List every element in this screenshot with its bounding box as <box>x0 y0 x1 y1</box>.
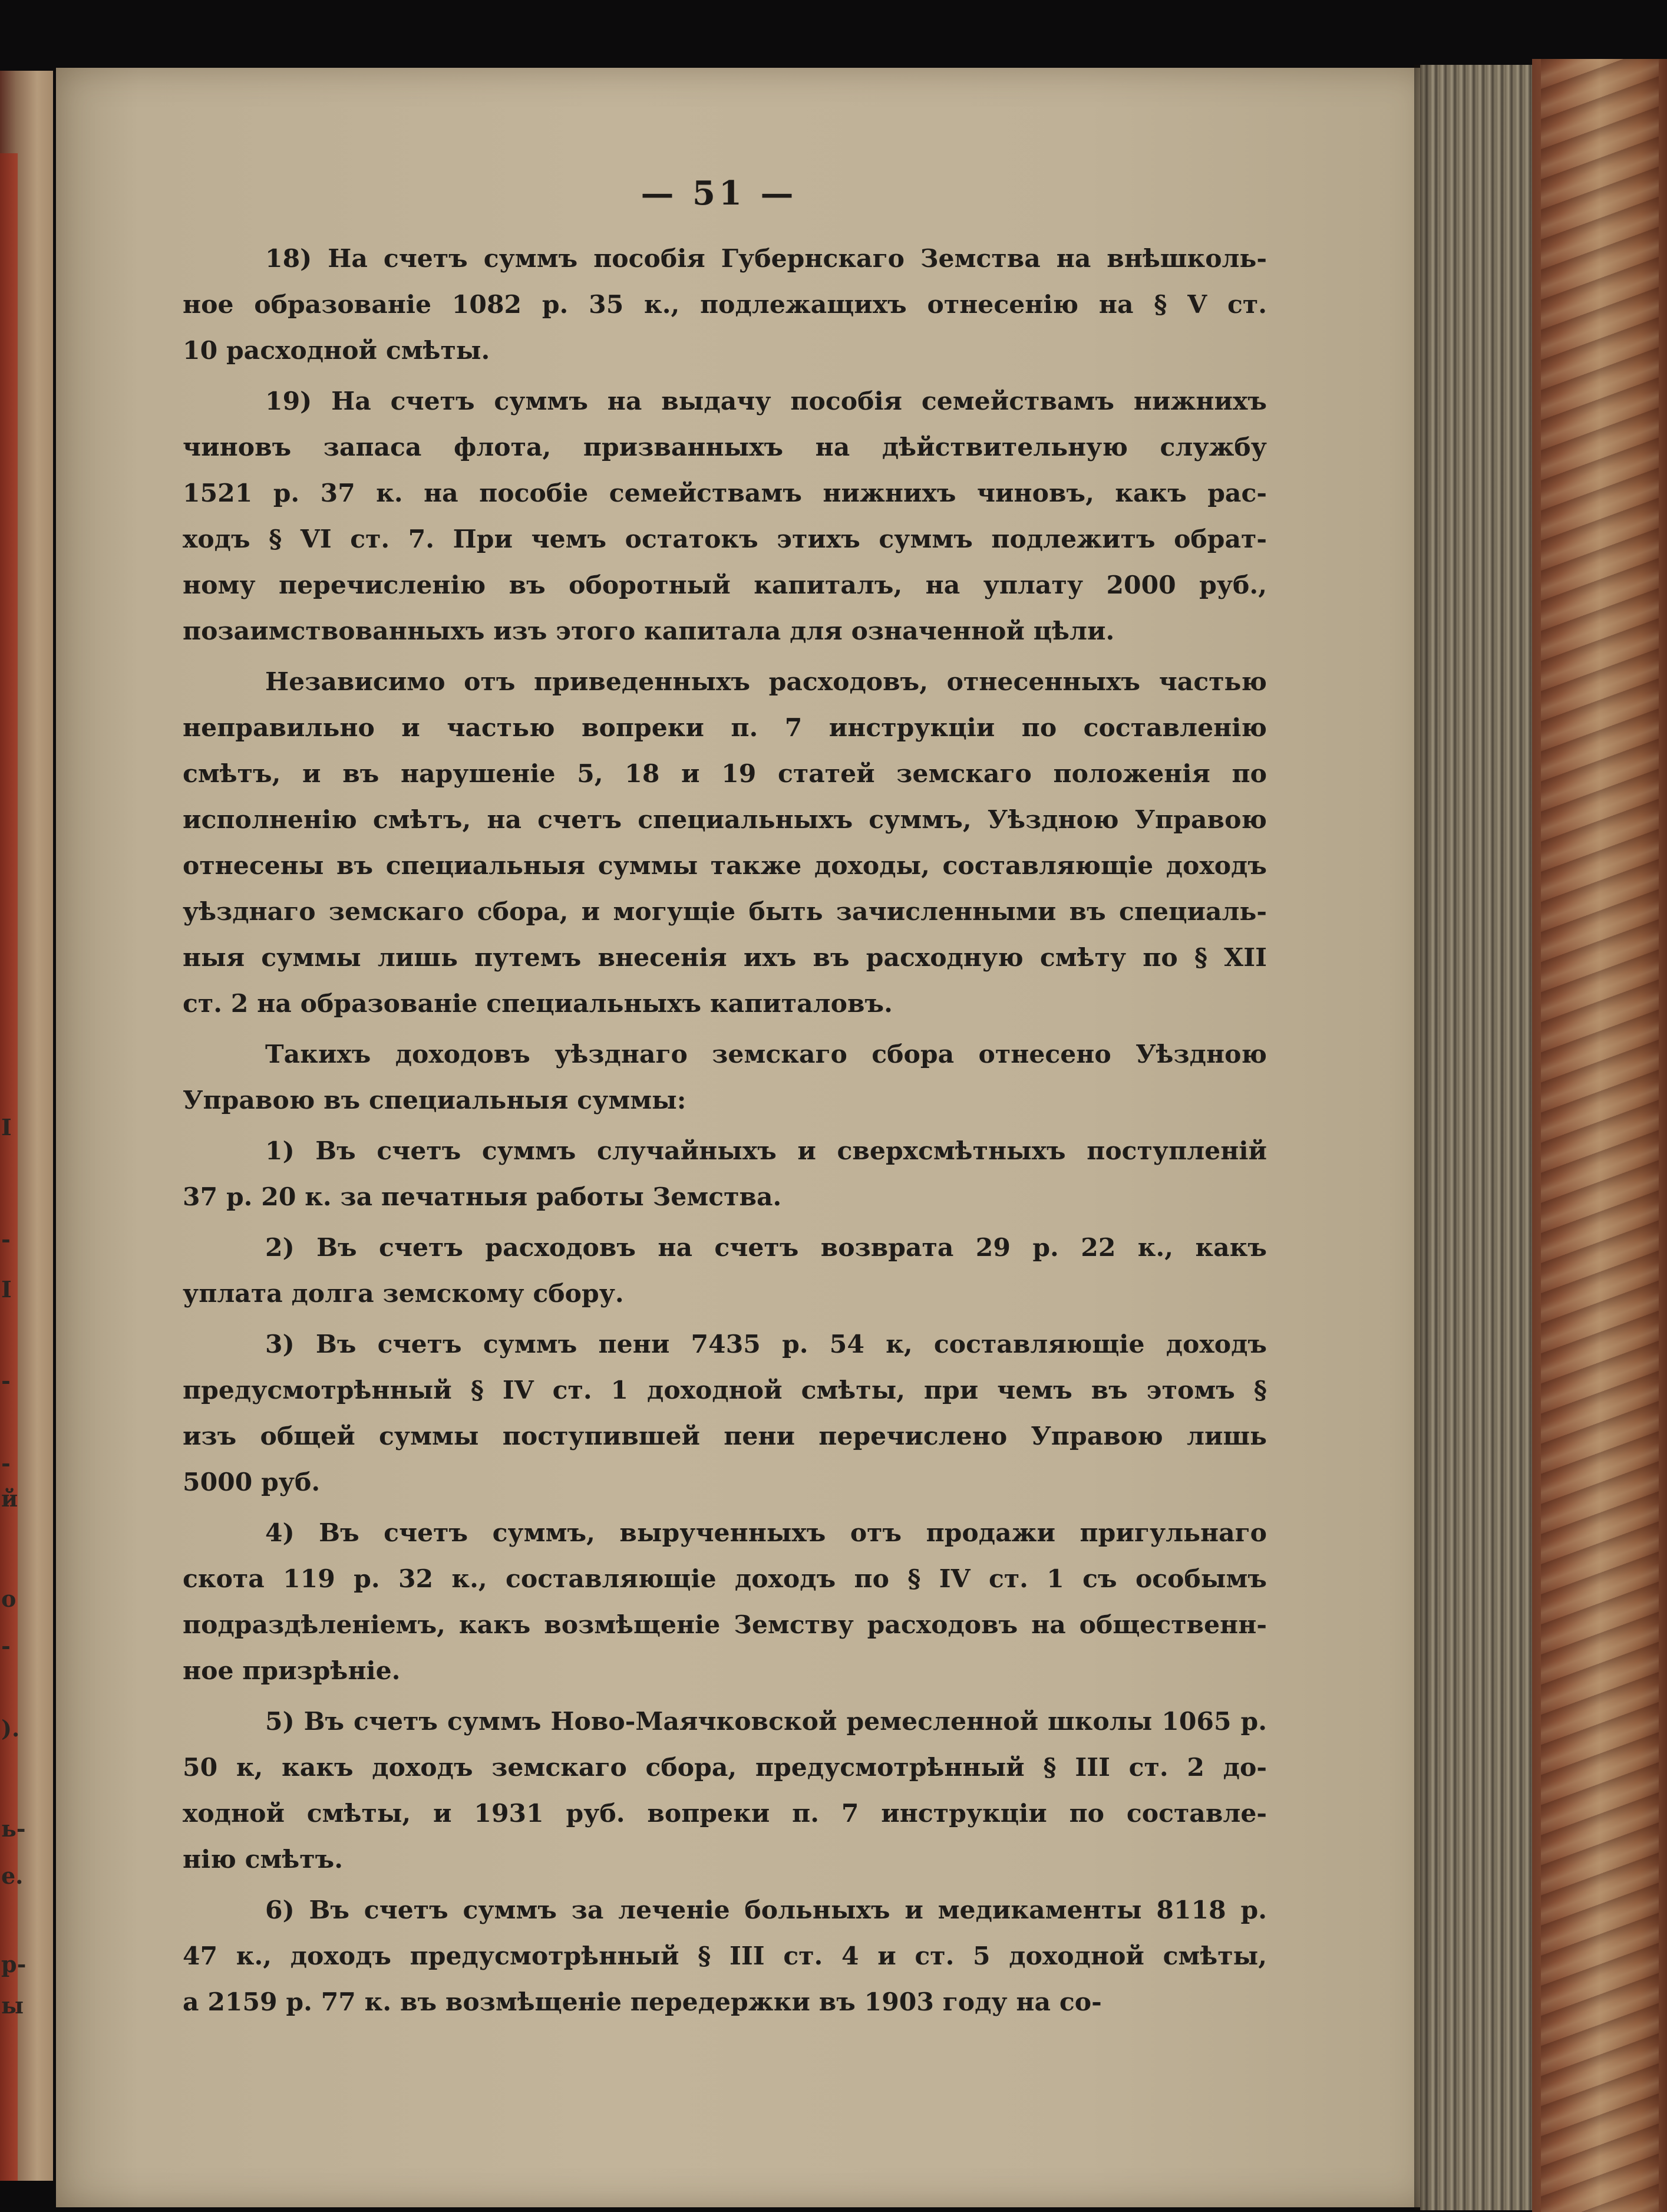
text-line: 19) На счетъ суммъ на выдачу пособія семействамъ нижнихъ <box>265 387 1267 416</box>
margin-fragment: ы <box>1 1992 24 2019</box>
text-line: подраздѣленіемъ, какъ возмѣщеніе Земству расходовъ на общественн- <box>183 1610 1267 1640</box>
text-line: 6) Въ счетъ суммъ за леченіе больныхъ и медикаменты 8118 р. <box>265 1895 1267 1925</box>
paragraph <box>183 1031 1267 1123</box>
text-line: а 2159 р. 77 к. въ возмѣщеніе передержки въ 1903 году на со- <box>183 1987 1102 2017</box>
text-line: ходъ § VI ст. 7. При чемъ остатокъ этихъ суммъ подлежитъ обрат- <box>183 525 1267 554</box>
paragraph <box>183 1510 1267 1694</box>
text-line: 10 расходной смѣты. <box>183 336 490 365</box>
text-line: Независимо отъ приведенныхъ расходовъ, отнесенныхъ частью <box>265 667 1267 697</box>
text-line: 1) Въ счетъ суммъ случайныхъ и сверхсмѣтныхъ поступленій <box>265 1136 1267 1166</box>
margin-fragment: - <box>1 1450 11 1476</box>
previous-page-edge <box>0 71 53 2181</box>
text-line: ходной смѣты, и 1931 руб. вопреки п. 7 инструкціи по составле- <box>183 1799 1267 1828</box>
text-line: 50 к, какъ доходъ земскаго сбора, предусмотрѣнный § III ст. 2 до- <box>183 1753 1267 1782</box>
text-line: Управою въ специальныя суммы: <box>183 1086 686 1115</box>
text-line: неправильно и частью вопреки п. 7 инструкціи по составленію <box>183 713 1267 743</box>
paragraph <box>183 1699 1267 1883</box>
paragraph <box>183 1887 1267 2025</box>
margin-fragment: - <box>1 1367 11 1394</box>
text-line: скота 119 р. 32 к., составляющіе доходъ по § IV ст. 1 съ особымъ <box>183 1564 1267 1594</box>
text-line: 47 к., доходъ предусмотрѣнный § III ст. 4 и ст. 5 доходной смѣты, <box>183 1941 1267 1971</box>
text-line: уѣзднаго земскаго сбора, и могущіе быть зачисленными въ специаль- <box>183 897 1267 927</box>
text-line: нію смѣтъ. <box>183 1845 344 1874</box>
text-line: уплата долга земскому сбору. <box>183 1279 624 1308</box>
text-line: отнесены въ специальныя суммы также доходы, составляющіе доходъ <box>183 851 1267 881</box>
book-block-edges <box>1420 65 1535 2210</box>
text-line: Такихъ доходовъ уѣзднаго земскаго сбора отнесено Уѣздною <box>265 1040 1267 1069</box>
margin-fragment: о <box>1 1585 16 1612</box>
margin-fragment: й <box>1 1485 18 1512</box>
text-line: позаимствованныхъ изъ этого капитала для означенной цѣли. <box>183 617 1115 646</box>
margin-fragment: - <box>1 1226 11 1252</box>
paragraph <box>183 236 1267 374</box>
text-line: смѣтъ, и въ нарушеніе 5, 18 и 19 статей земскаго положенія по <box>183 759 1267 789</box>
margin-fragment: - <box>1 1633 11 1659</box>
page-gutter-shadow <box>1414 65 1432 2210</box>
page-text <box>183 236 1267 2030</box>
text-line: изъ общей суммы поступившей пени перечислено Управою лишь <box>183 1422 1267 1451</box>
margin-fragment: ). <box>1 1715 20 1742</box>
margin-fragment: ь- <box>1 1815 26 1842</box>
text-line: 5) Въ счетъ суммъ Ново-Маячковской ремесленной школы 1065 р. <box>265 1707 1267 1736</box>
paragraph <box>183 659 1267 1027</box>
text-line: 5000 руб. <box>183 1468 321 1497</box>
text-line: 3) Въ счетъ суммъ пени 7435 р. 54 к, составляющіе доходъ <box>265 1330 1267 1359</box>
text-line: ному перечисленію въ оборотный капиталъ, на уплату 2000 руб., <box>183 571 1267 600</box>
paragraph <box>183 1225 1267 1317</box>
margin-fragment: р- <box>1 1951 27 1977</box>
paragraph <box>183 1128 1267 1220</box>
margin-fragment: е. <box>1 1862 24 1889</box>
binding-marbling <box>1541 59 1659 2212</box>
text-line: ныя суммы лишь путемъ внесенія ихъ въ расходную смѣту по § XII <box>183 943 1267 973</box>
text-line: 37 р. 20 к. за печатныя работы Земства. <box>183 1182 782 1212</box>
text-line: 1521 р. 37 к. на пособіе семействамъ нижнихъ чиновъ, какъ рас- <box>183 479 1267 508</box>
paragraph <box>183 378 1267 654</box>
text-line: ное образованіе 1082 р. 35 к., подлежащихъ отнесенію на § V ст. <box>183 290 1267 319</box>
page-number: — 51 — <box>641 174 797 213</box>
text-line: 4) Въ счетъ суммъ, вырученныхъ отъ продажи пригульнаго <box>265 1518 1267 1548</box>
text-line: исполненію смѣтъ, на счетъ специальныхъ суммъ, Уѣздною Управою <box>183 805 1267 835</box>
text-line: чиновъ запаса флота, призванныхъ на дѣйствительную службу <box>183 433 1267 462</box>
text-line: ное призрѣніе. <box>183 1656 401 1686</box>
paragraph <box>183 1321 1267 1505</box>
text-line: предусмотрѣнный § IV ст. 1 доходной смѣты, при чемъ въ этомъ § <box>183 1376 1267 1405</box>
text-line: 18) На счетъ суммъ пособія Губернскаго Земства на внѣшколь- <box>265 244 1267 273</box>
margin-fragment: I <box>1 1114 12 1140</box>
text-line: ст. 2 на образованіе специальныхъ капиталовъ. <box>183 989 893 1018</box>
text-line: 2) Въ счетъ расходовъ на счетъ возврата 29 р. 22 к., какъ <box>265 1233 1267 1262</box>
margin-fragment: I <box>1 1276 12 1303</box>
